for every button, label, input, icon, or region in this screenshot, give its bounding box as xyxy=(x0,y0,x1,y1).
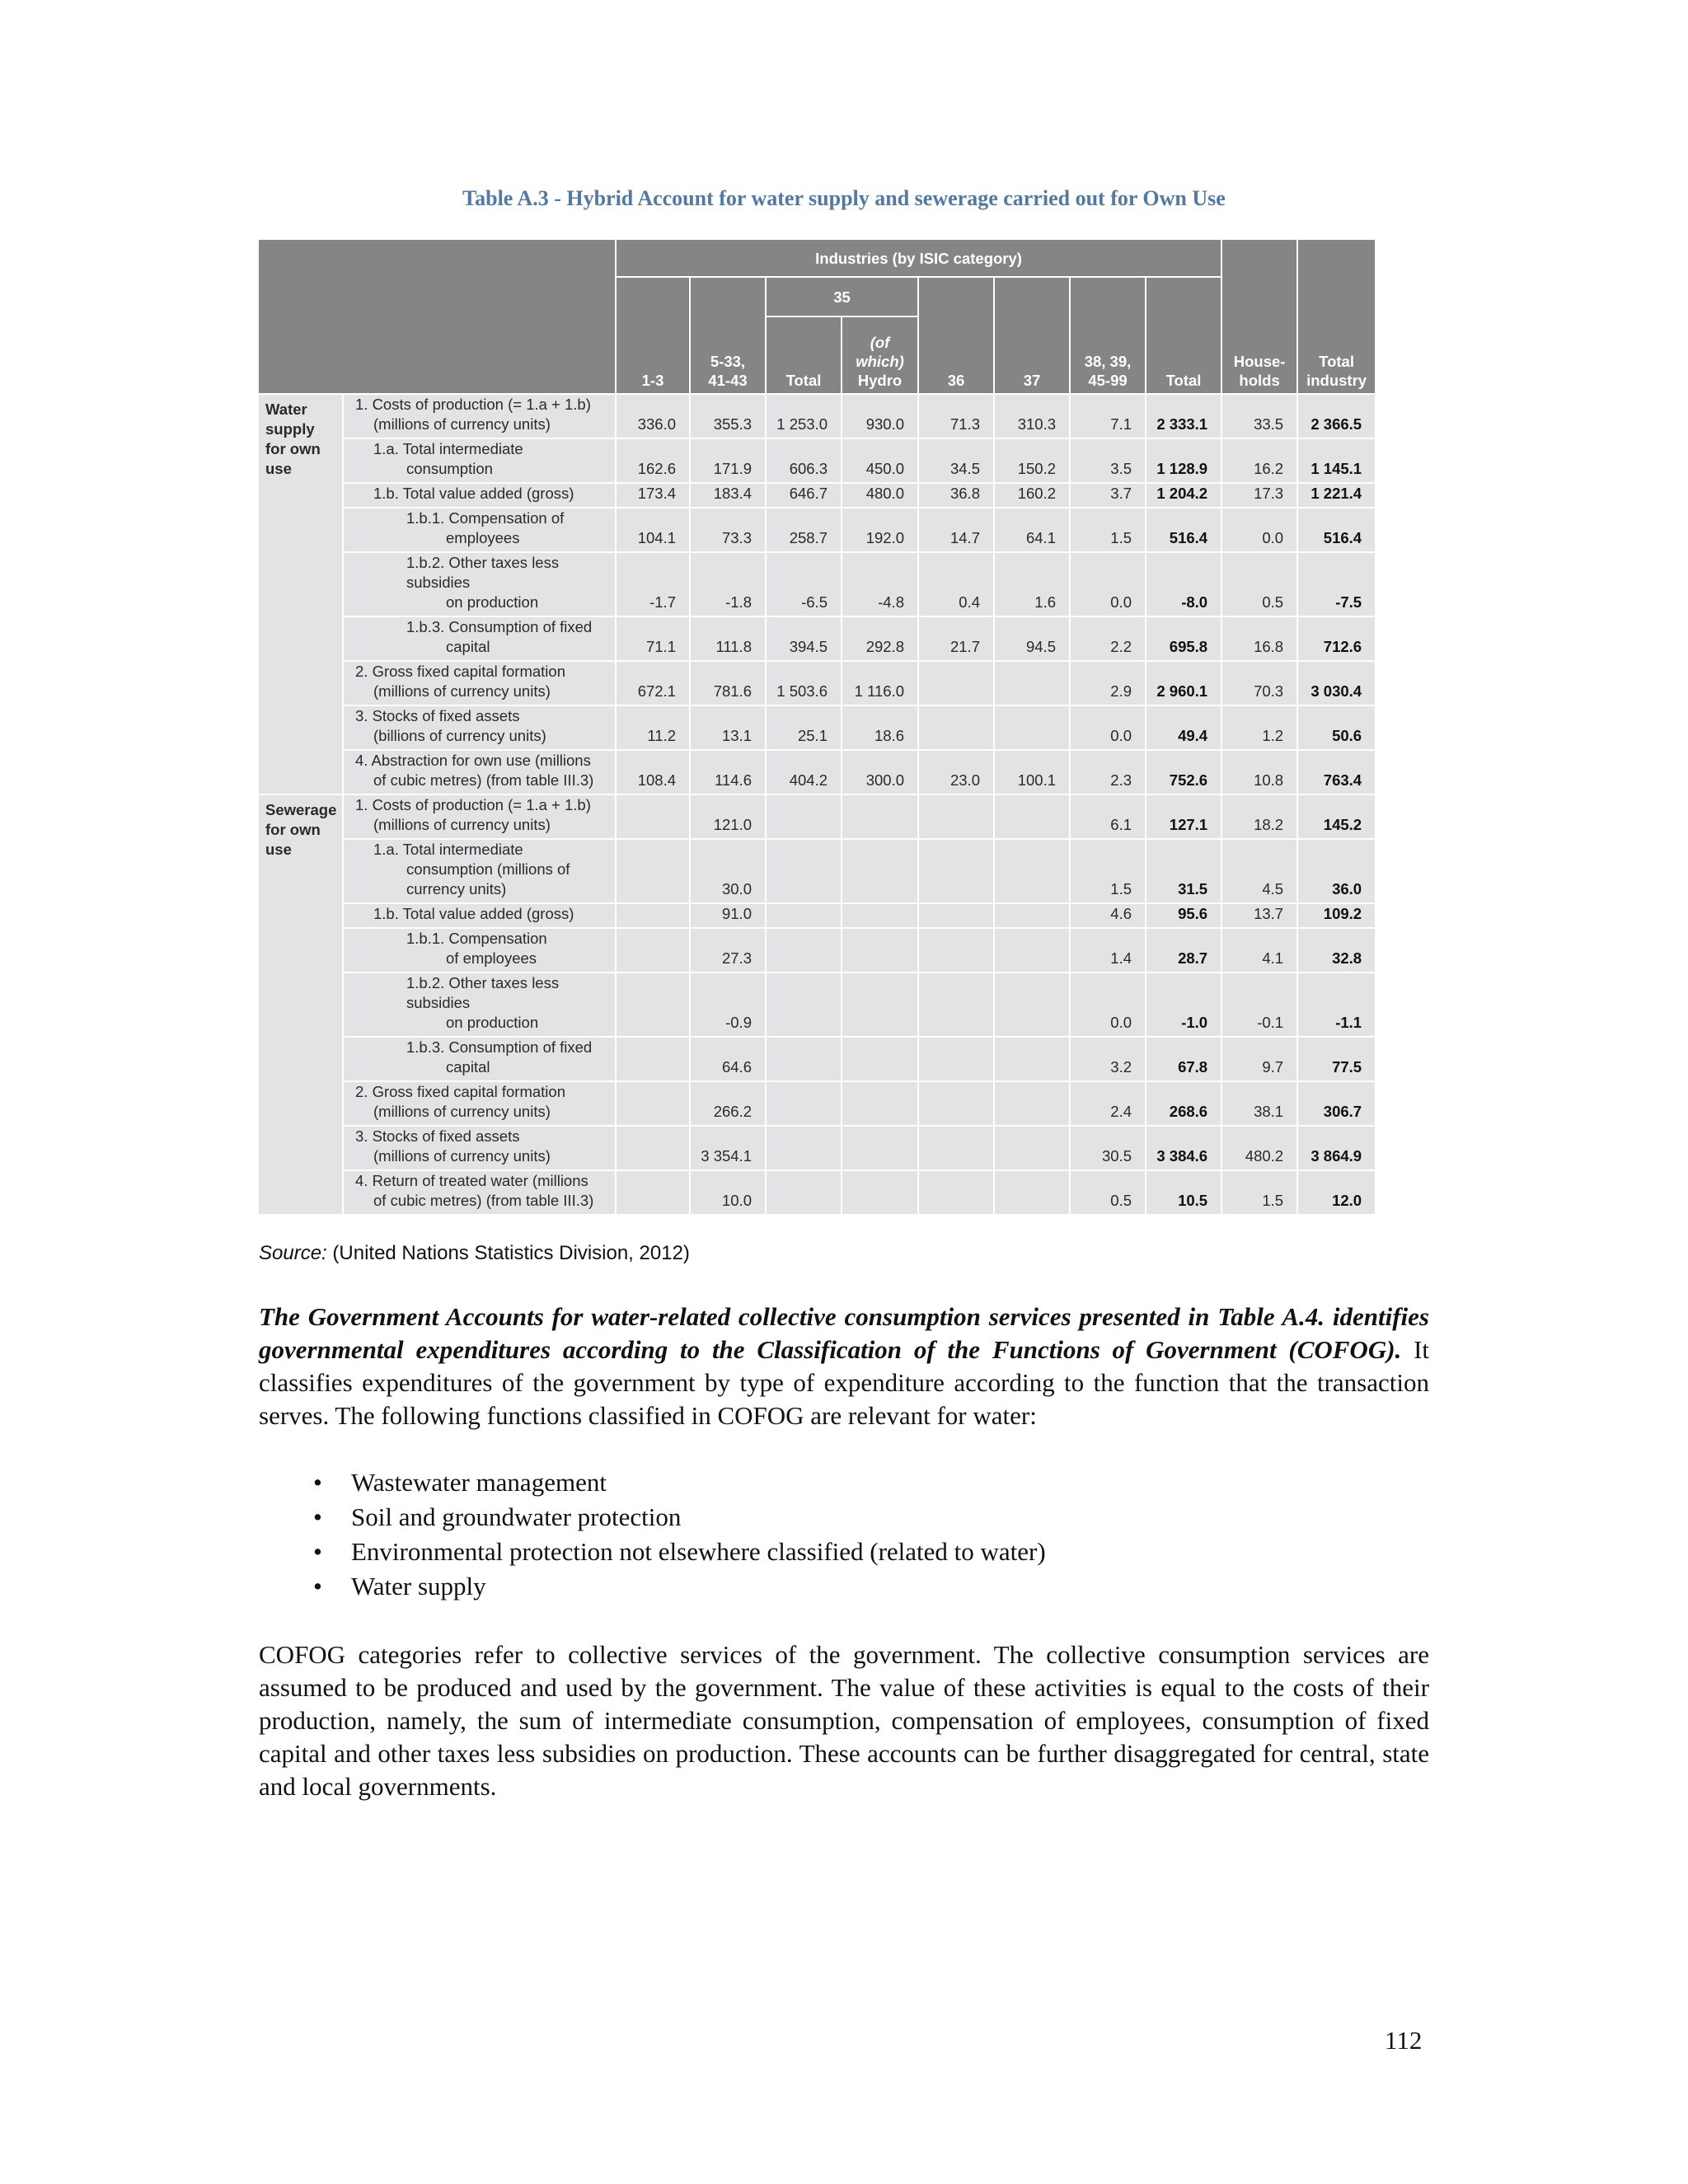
list-item: • Soil and groundwater protection xyxy=(259,1500,1413,1535)
table-row xyxy=(259,483,1375,508)
table-cell: 162.6 xyxy=(616,438,690,483)
table-cell: 404.2 xyxy=(766,750,842,794)
table-cell: 2 333.1 xyxy=(1146,394,1221,438)
table-cell xyxy=(918,1170,994,1215)
table-cell: 292.8 xyxy=(842,616,918,661)
table-cell: 1 128.9 xyxy=(1146,438,1221,483)
table-cell: 127.1 xyxy=(1146,794,1221,839)
table-cell: 1 253.0 xyxy=(766,394,842,438)
table-cell xyxy=(766,1081,842,1126)
table-cell xyxy=(842,903,918,928)
table-cell: 71.1 xyxy=(616,616,690,661)
table-cell: 50.6 xyxy=(1297,705,1375,750)
table-cell: 14.7 xyxy=(918,508,994,552)
table-cell: 930.0 xyxy=(842,394,918,438)
table-cell xyxy=(842,1037,918,1081)
table-cell xyxy=(842,928,918,972)
header-col-35-total: Total xyxy=(766,316,842,394)
table-cell: 672.1 xyxy=(616,661,690,705)
table-cell xyxy=(766,1037,842,1081)
header-col-5-33: 5-33, 41-43 xyxy=(690,277,766,394)
table-cell xyxy=(918,1081,994,1126)
table-cell xyxy=(918,972,994,1037)
table-cell: -1.7 xyxy=(616,552,690,616)
row-label: 3. Stocks of fixed assets (millions of currency units) xyxy=(343,1126,616,1170)
section-label: Water supply for own use xyxy=(259,394,343,794)
table-cell: 394.5 xyxy=(766,616,842,661)
table-cell: 2.9 xyxy=(1070,661,1146,705)
row-label: 4. Return of treated water (millions of cubic metres) (from table III.3) xyxy=(343,1170,616,1215)
table-cell: 30.0 xyxy=(690,839,766,903)
table-cell xyxy=(918,928,994,972)
table-cell xyxy=(842,972,918,1037)
table-cell xyxy=(616,1081,690,1126)
list-item: • Wastewater management xyxy=(259,1465,1413,1500)
table-cell: -6.5 xyxy=(766,552,842,616)
table-cell: 516.4 xyxy=(1146,508,1221,552)
table-cell: 36.8 xyxy=(918,483,994,508)
table-row xyxy=(259,438,1375,483)
table-cell: 27.3 xyxy=(690,928,766,972)
table-cell: 17.3 xyxy=(1221,483,1297,508)
row-label: 2. Gross fixed capital formation (millions of currency units) xyxy=(343,661,616,705)
header-col-38-39: 38, 39, 45-99 xyxy=(1070,277,1146,394)
row-label: 1. Costs of production (= 1.a + 1.b) (millions of currency units) xyxy=(343,394,616,438)
table-cell: 36.0 xyxy=(1297,839,1375,903)
table-cell: -0.9 xyxy=(690,972,766,1037)
table-cell xyxy=(842,839,918,903)
table-row xyxy=(259,839,1375,903)
table-cell: 16.8 xyxy=(1221,616,1297,661)
bullet-icon: • xyxy=(313,1572,322,1601)
table-cell: 9.7 xyxy=(1221,1037,1297,1081)
table-cell: 646.7 xyxy=(766,483,842,508)
table-cell: 21.7 xyxy=(918,616,994,661)
table-caption: Table A.3 - Hybrid Account for water supply and sewerage carried out for Own Use xyxy=(462,186,1226,210)
row-label: 1.b.2. Other taxes less subsidies on production xyxy=(343,552,616,616)
table-cell: 450.0 xyxy=(842,438,918,483)
table-cell: 183.4 xyxy=(690,483,766,508)
hybrid-account-table xyxy=(259,240,1375,1216)
table-cell: 480.2 xyxy=(1221,1126,1297,1170)
table-cell: 33.5 xyxy=(1221,394,1297,438)
table-row xyxy=(259,750,1375,794)
table-body xyxy=(259,394,1375,1215)
table-cell xyxy=(616,1037,690,1081)
table-cell: 38.1 xyxy=(1221,1081,1297,1126)
table-cell xyxy=(842,1170,918,1215)
table-cell: 1 116.0 xyxy=(842,661,918,705)
table-row xyxy=(259,1037,1375,1081)
table-cell: 23.0 xyxy=(918,750,994,794)
table-cell xyxy=(616,972,690,1037)
table-cell xyxy=(616,839,690,903)
table-cell xyxy=(918,1037,994,1081)
table-cell: 258.7 xyxy=(766,508,842,552)
table-cell xyxy=(918,705,994,750)
table-cell xyxy=(842,1126,918,1170)
table-cell: 173.4 xyxy=(616,483,690,508)
table-cell: 763.4 xyxy=(1297,750,1375,794)
table-cell xyxy=(918,794,994,839)
table-cell: 695.8 xyxy=(1146,616,1221,661)
list-item: • Water supply xyxy=(259,1569,1413,1604)
row-label: 1. Costs of production (= 1.a + 1.b) (millions of currency units) xyxy=(343,794,616,839)
table-cell: 171.9 xyxy=(690,438,766,483)
table-cell xyxy=(994,1081,1070,1126)
table-cell xyxy=(766,928,842,972)
row-label: 1.a. Total intermediate consumption xyxy=(343,438,616,483)
table-row xyxy=(259,928,1375,972)
section-label: Sewerage for own use xyxy=(259,794,343,1215)
header-blank xyxy=(259,240,616,394)
table-cell: 104.1 xyxy=(616,508,690,552)
row-label: 1.b.3. Consumption of fixed capital xyxy=(343,1037,616,1081)
table-row xyxy=(259,972,1375,1037)
hybrid-account-table-wrapper xyxy=(259,240,1375,1216)
table-cell xyxy=(766,903,842,928)
table-cell: 3 030.4 xyxy=(1297,661,1375,705)
table-cell: 95.6 xyxy=(1146,903,1221,928)
row-label: 2. Gross fixed capital formation (millions of currency units) xyxy=(343,1081,616,1126)
table-cell: 2.2 xyxy=(1070,616,1146,661)
table-cell: 4.6 xyxy=(1070,903,1146,928)
table-cell: 3 354.1 xyxy=(690,1126,766,1170)
table-cell: 77.5 xyxy=(1297,1037,1375,1081)
table-cell: 355.3 xyxy=(690,394,766,438)
bullet-icon: • xyxy=(313,1537,322,1566)
table-cell: 336.0 xyxy=(616,394,690,438)
table-cell: 0.0 xyxy=(1221,508,1297,552)
table-cell: 516.4 xyxy=(1297,508,1375,552)
header-households: House- holds xyxy=(1221,240,1297,394)
table-cell xyxy=(994,903,1070,928)
table-cell: 100.1 xyxy=(994,750,1070,794)
header-col-1-3: 1-3 xyxy=(616,277,690,394)
table-cell: 67.8 xyxy=(1146,1037,1221,1081)
table-cell xyxy=(616,794,690,839)
table-cell: 0.0 xyxy=(1070,552,1146,616)
table-cell: 30.5 xyxy=(1070,1126,1146,1170)
table-cell xyxy=(994,972,1070,1037)
header-col-36: 36 xyxy=(918,277,994,394)
table-cell: 0.5 xyxy=(1221,552,1297,616)
table-row xyxy=(259,1170,1375,1215)
table-cell: 781.6 xyxy=(690,661,766,705)
table-cell: 1.2 xyxy=(1221,705,1297,750)
table-cell: 150.2 xyxy=(994,438,1070,483)
table-cell: 70.3 xyxy=(1221,661,1297,705)
table-cell xyxy=(766,1126,842,1170)
table-cell: 752.6 xyxy=(1146,750,1221,794)
table-cell: 121.0 xyxy=(690,794,766,839)
table-cell: 13.7 xyxy=(1221,903,1297,928)
table-cell: 111.8 xyxy=(690,616,766,661)
table-cell: -8.0 xyxy=(1146,552,1221,616)
table-cell: -1.8 xyxy=(690,552,766,616)
table-row xyxy=(259,508,1375,552)
table-cell: 1 145.1 xyxy=(1297,438,1375,483)
table-cell: 3.2 xyxy=(1070,1037,1146,1081)
bullet-icon: • xyxy=(313,1468,322,1497)
header-industries: Industries (by ISIC category) xyxy=(616,240,1221,277)
table-cell xyxy=(918,661,994,705)
table-cell: 1 221.4 xyxy=(1297,483,1375,508)
table-cell: 1.5 xyxy=(1070,508,1146,552)
table-cell: 300.0 xyxy=(842,750,918,794)
table-cell: 266.2 xyxy=(690,1081,766,1126)
table-cell: 306.7 xyxy=(1297,1081,1375,1126)
table-cell: 34.5 xyxy=(918,438,994,483)
table-cell: 4.1 xyxy=(1221,928,1297,972)
table-cell: 1 503.6 xyxy=(766,661,842,705)
table-row xyxy=(259,1081,1375,1126)
row-label: 1.b.2. Other taxes less subsidies on production xyxy=(343,972,616,1037)
table-cell: 145.2 xyxy=(1297,794,1375,839)
table-cell: 2.3 xyxy=(1070,750,1146,794)
table-cell: 25.1 xyxy=(766,705,842,750)
table-cell: 108.4 xyxy=(616,750,690,794)
table-cell: 114.6 xyxy=(690,750,766,794)
table-cell xyxy=(766,1170,842,1215)
table-cell xyxy=(842,1081,918,1126)
table-cell: 18.2 xyxy=(1221,794,1297,839)
header-col-35-hydro: (of which) Hydro xyxy=(842,316,918,394)
table-cell: 1.6 xyxy=(994,552,1070,616)
table-cell: 1.5 xyxy=(1070,839,1146,903)
table-cell: 0.0 xyxy=(1070,972,1146,1037)
table-cell: 2 960.1 xyxy=(1146,661,1221,705)
table-cell xyxy=(994,1170,1070,1215)
table-cell: 310.3 xyxy=(994,394,1070,438)
table-cell: 0.5 xyxy=(1070,1170,1146,1215)
table-cell: -7.5 xyxy=(1297,552,1375,616)
cofog-function-list xyxy=(259,1465,1413,1604)
table-cell: 3 384.6 xyxy=(1146,1126,1221,1170)
table-cell: 1.4 xyxy=(1070,928,1146,972)
table-cell: 0.4 xyxy=(918,552,994,616)
table-cell xyxy=(842,794,918,839)
table-cell: 2.4 xyxy=(1070,1081,1146,1126)
table-cell: 10.0 xyxy=(690,1170,766,1215)
table-row xyxy=(259,661,1375,705)
table-cell: 64.6 xyxy=(690,1037,766,1081)
bullet-icon: • xyxy=(313,1502,322,1531)
table-cell: 49.4 xyxy=(1146,705,1221,750)
table-cell: 91.0 xyxy=(690,903,766,928)
paragraph-cofog-categories: COFOG categories refer to collective services of the government. The collective consumption services are assumed to be produced and used by the government. The value of these activities is equal to the costs of their production, namely, the sum of intermediate consumption, compensation of employees, consumption of fixed capital and other taxes less subsidies on production. These accounts can be further disaggregated for central, state and local governments. xyxy=(259,1640,1429,1801)
table-cell: -0.1 xyxy=(1221,972,1297,1037)
table-cell: 18.6 xyxy=(842,705,918,750)
table-cell xyxy=(616,1126,690,1170)
row-label: 1.b.3. Consumption of fixed capital xyxy=(343,616,616,661)
table-cell: 12.0 xyxy=(1297,1170,1375,1215)
paragraph-government-accounts: The Government Accounts for water-related collective consumption services presented in Table A.4. identifies governmental expenditures according to the Classification of the Functions of Government (COFOG). It classifies expenditures of the government by type of expenditure according to the function that the transaction serves. The following functions classified in COFOG are relevant for water: xyxy=(259,1302,1429,1430)
table-cell xyxy=(616,903,690,928)
table-cell: 6.1 xyxy=(1070,794,1146,839)
table-cell xyxy=(918,1126,994,1170)
table-cell: 480.0 xyxy=(842,483,918,508)
table-cell xyxy=(766,794,842,839)
table-cell xyxy=(616,928,690,972)
table-cell: 606.3 xyxy=(766,438,842,483)
header-col-37: 37 xyxy=(994,277,1070,394)
table-cell xyxy=(994,661,1070,705)
header-col-total: Total xyxy=(1146,277,1221,394)
table-cell: 16.2 xyxy=(1221,438,1297,483)
table-cell: 10.5 xyxy=(1146,1170,1221,1215)
table-cell: 1 204.2 xyxy=(1146,483,1221,508)
header-total-industry: Total industry xyxy=(1297,240,1375,394)
table-cell xyxy=(918,903,994,928)
table-cell: 3.7 xyxy=(1070,483,1146,508)
list-item: • Environmental protection not elsewhere classified (related to water) xyxy=(259,1535,1413,1569)
table-cell: 4.5 xyxy=(1221,839,1297,903)
table-row xyxy=(259,705,1375,750)
row-label: 4. Abstraction for own use (millions of cubic metres) (from table III.3) xyxy=(343,750,616,794)
table-cell: 13.1 xyxy=(690,705,766,750)
table-cell: 3.5 xyxy=(1070,438,1146,483)
table-cell xyxy=(616,1170,690,1215)
table-cell: -4.8 xyxy=(842,552,918,616)
table-cell xyxy=(994,928,1070,972)
table-cell: 3 864.9 xyxy=(1297,1126,1375,1170)
table-cell: 64.1 xyxy=(994,508,1070,552)
table-cell: -1.0 xyxy=(1146,972,1221,1037)
table-cell: 73.3 xyxy=(690,508,766,552)
table-cell xyxy=(994,705,1070,750)
table-row xyxy=(259,794,1375,839)
row-label: 1.b.1. Compensation of employees xyxy=(343,508,616,552)
table-cell xyxy=(994,794,1070,839)
table-cell: 0.0 xyxy=(1070,705,1146,750)
table-row xyxy=(259,394,1375,438)
source-note: Source: (United Nations Statistics Division, 2012) xyxy=(259,1242,690,1264)
row-label: 1.b. Total value added (gross) xyxy=(343,483,616,508)
page-number: 112 xyxy=(1385,2026,1423,2055)
table-cell: 1.5 xyxy=(1221,1170,1297,1215)
table-row xyxy=(259,1126,1375,1170)
table-cell: 31.5 xyxy=(1146,839,1221,903)
table-cell xyxy=(918,839,994,903)
row-label: 1.a. Total intermediate consumption (millions of currency units) xyxy=(343,839,616,903)
table-cell: 268.6 xyxy=(1146,1081,1221,1126)
table-cell: 94.5 xyxy=(994,616,1070,661)
table-cell: 109.2 xyxy=(1297,903,1375,928)
table-row xyxy=(259,552,1375,616)
table-cell xyxy=(766,839,842,903)
table-cell xyxy=(994,839,1070,903)
table-row xyxy=(259,903,1375,928)
table-cell xyxy=(766,972,842,1037)
table-cell: 192.0 xyxy=(842,508,918,552)
table-cell: 11.2 xyxy=(616,705,690,750)
table-cell: 32.8 xyxy=(1297,928,1375,972)
table-cell: 71.3 xyxy=(918,394,994,438)
row-label: 1.b. Total value added (gross) xyxy=(343,903,616,928)
header-group-35: 35 xyxy=(766,277,918,316)
table-cell xyxy=(994,1037,1070,1081)
table-cell: 7.1 xyxy=(1070,394,1146,438)
table-cell: 160.2 xyxy=(994,483,1070,508)
table-cell: 712.6 xyxy=(1297,616,1375,661)
row-label: 3. Stocks of fixed assets (billions of currency units) xyxy=(343,705,616,750)
table-cell: 10.8 xyxy=(1221,750,1297,794)
table-cell: -1.1 xyxy=(1297,972,1375,1037)
table-cell xyxy=(994,1126,1070,1170)
table-row xyxy=(259,616,1375,661)
table-cell: 28.7 xyxy=(1146,928,1221,972)
row-label: 1.b.1. Compensation of employees xyxy=(343,928,616,972)
table-cell: 2 366.5 xyxy=(1297,394,1375,438)
